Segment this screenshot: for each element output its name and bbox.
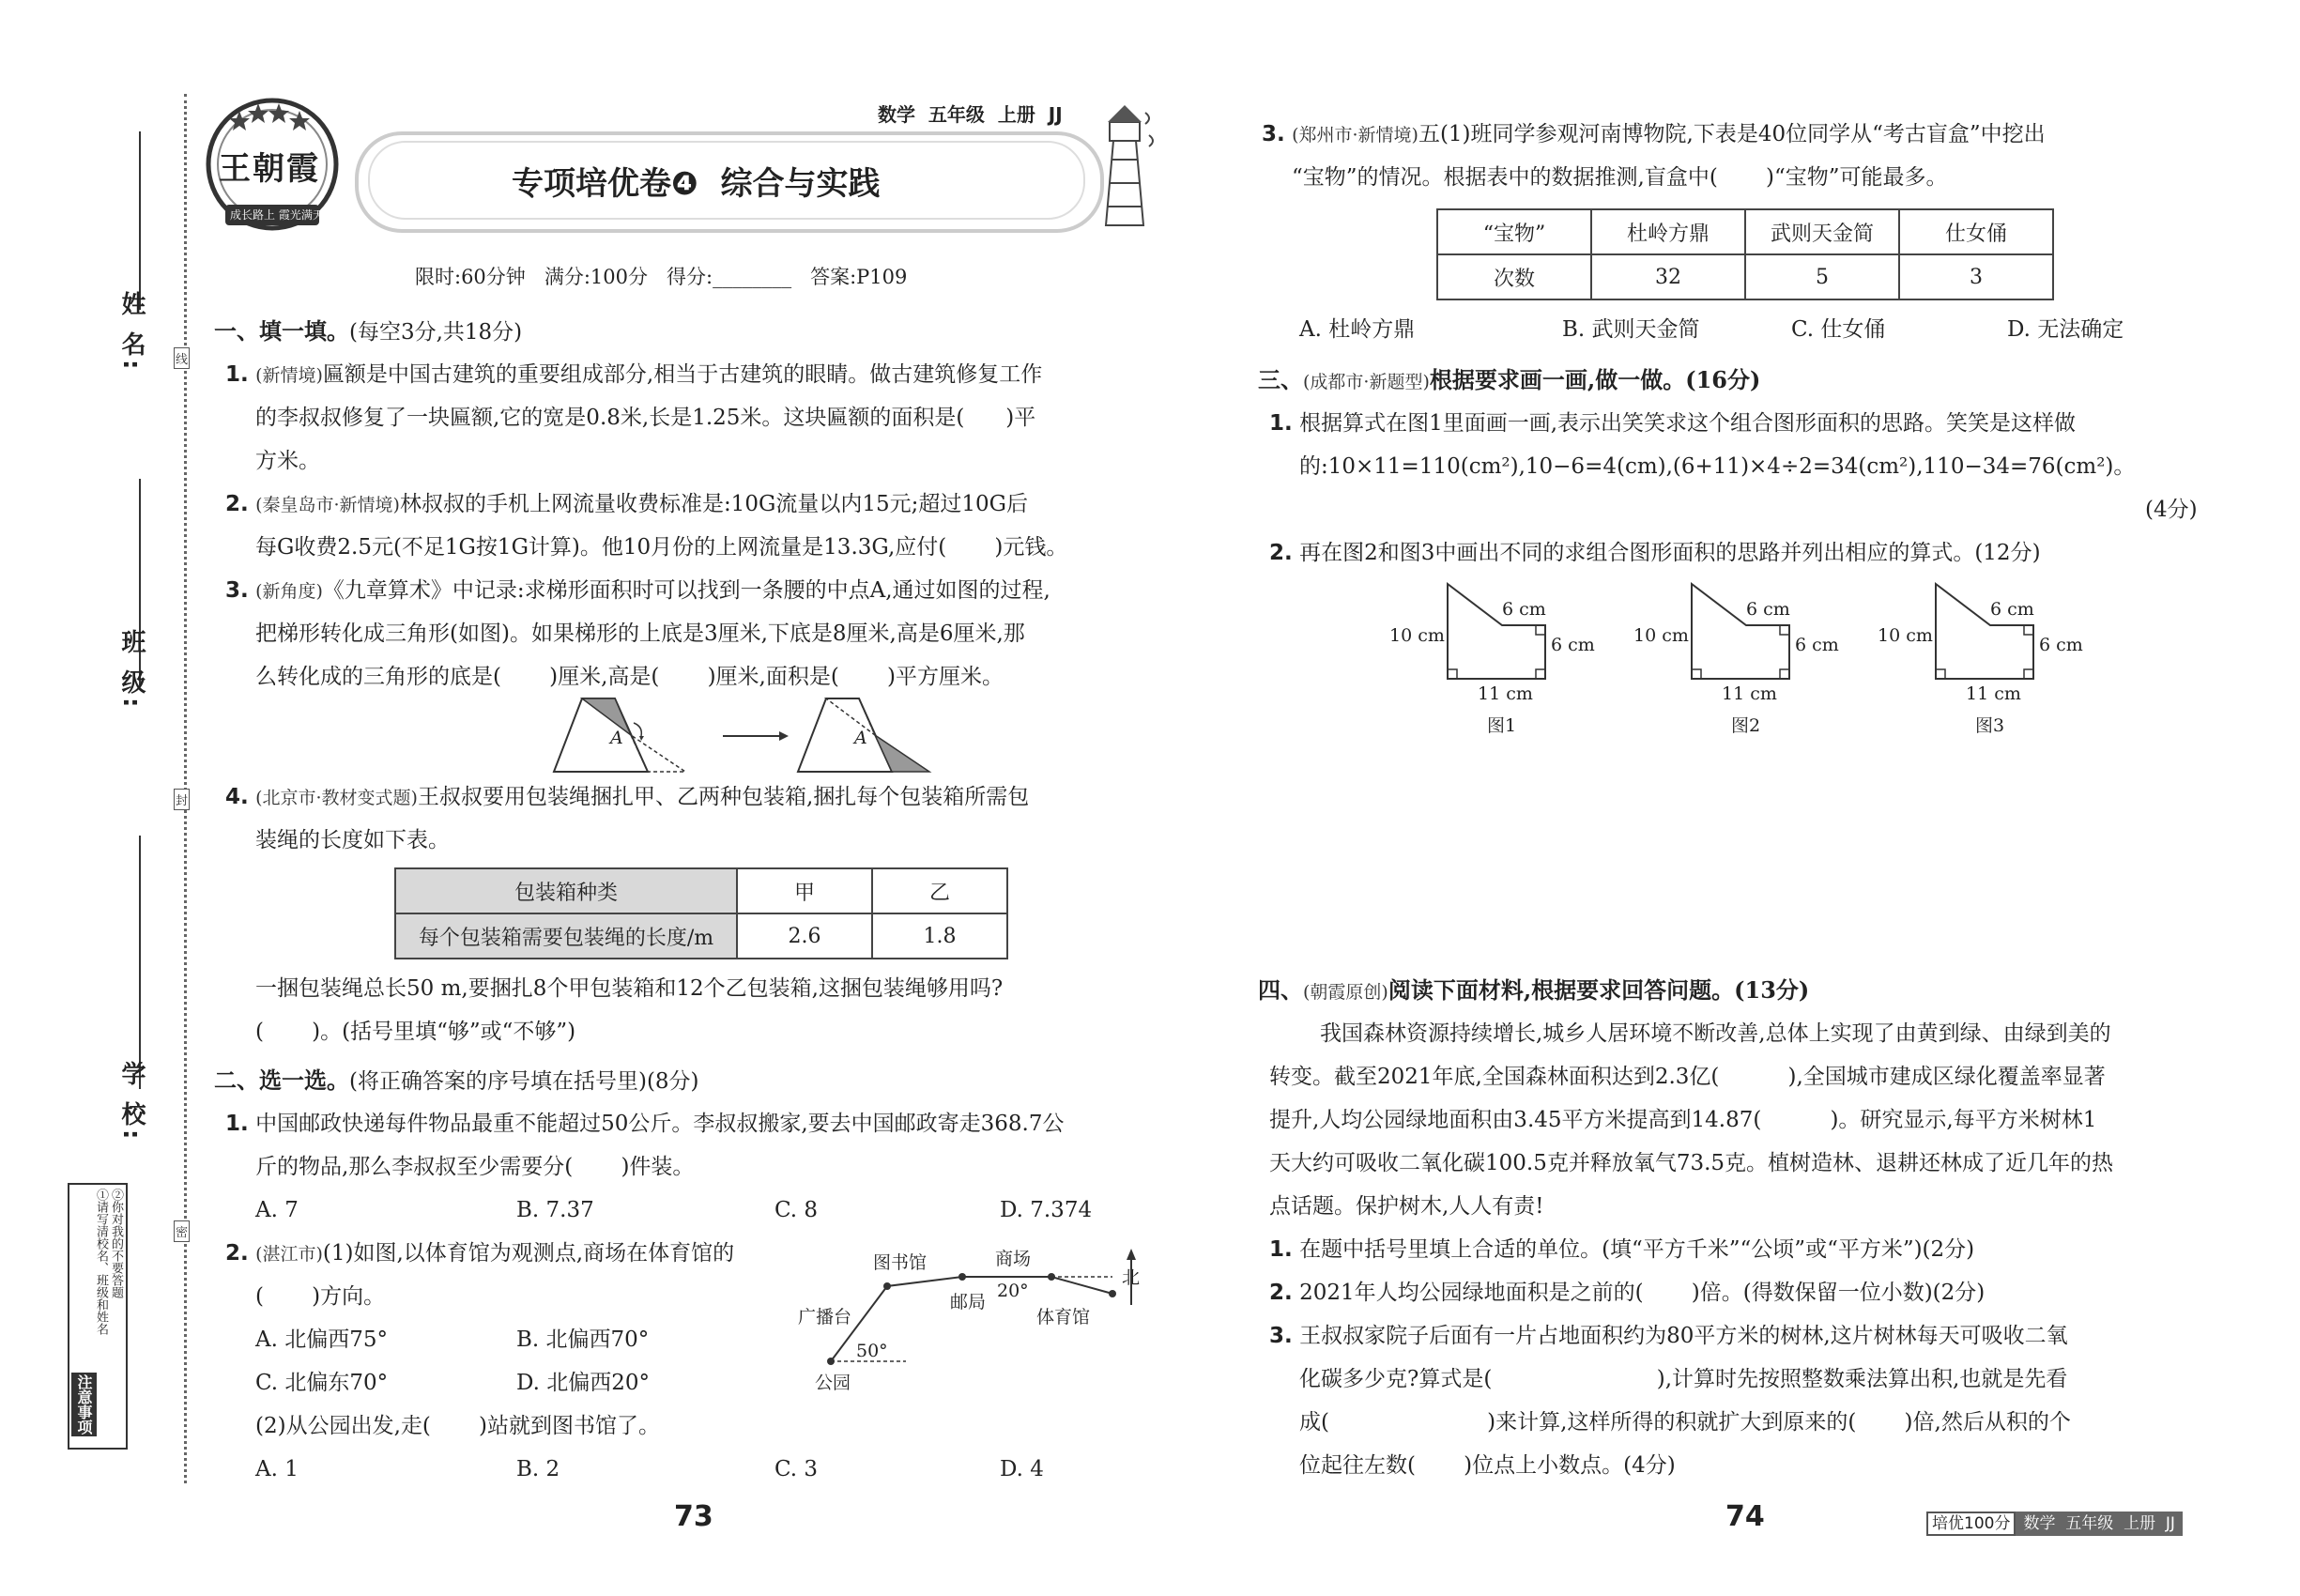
- q10-number: 1.: [1269, 1237, 1293, 1262]
- fig2-top-label: 6 cm: [1746, 599, 1790, 620]
- figure-1: [1389, 580, 1633, 744]
- q5-number: 1.: [225, 1112, 249, 1136]
- q3-line-3: 么转化成的三角形的底是( )厘米,高是( )厘米,面积是( )平方厘米。: [255, 665, 1004, 689]
- map-north-label: 北: [1122, 1267, 1141, 1288]
- map-gym-label: 体育馆: [1036, 1307, 1091, 1327]
- q5-option-a: A. 7: [255, 1198, 299, 1222]
- q8-text-1: 根据算式在图1里面画一画,表示出笑笑求这个组合图形面积的思路。笑笑是这样做: [1299, 411, 2077, 436]
- q4-line-2: 装绳的长度如下表。: [255, 828, 450, 852]
- cut-mark-1: 线: [174, 347, 190, 369]
- q4-table-row: [395, 913, 1007, 959]
- q7-table-cell: “宝物”: [1437, 209, 1591, 254]
- map-park-label: 公园: [815, 1373, 851, 1393]
- q6-line-1: [225, 1232, 734, 1276]
- section-1-heading: [214, 310, 522, 354]
- q4-line-1: [225, 775, 1029, 820]
- q7-table: [1436, 208, 2054, 300]
- q7-line-1: [1262, 113, 2046, 157]
- q7-option-d: D. 无法确定: [2007, 317, 2124, 342]
- q6-2-option-c: C. 3: [774, 1457, 819, 1481]
- q7-line-2: “宝物”的情况。根据表中的数据推测,盲盒中( )“宝物”可能最多。: [1292, 165, 1948, 190]
- q4-table-cell: 乙: [872, 868, 1007, 913]
- passage-line-3: 提升,人均公园绿地面积由3.45平方米提高到14.87( )。研究显示,每平方米树林1: [1269, 1108, 2097, 1132]
- q12-text-1: 王叔叔家院子后面有一片占地面积约为80平方米的树林,这片树林每天可吸收二氧: [1299, 1324, 2068, 1348]
- q2-tag: (秦皇岛市·新情境): [255, 495, 400, 515]
- fig3-top-label: 6 cm: [1990, 599, 2034, 620]
- q12-line-4: 位起往左数( )位点上小数点。(4分): [1299, 1453, 1676, 1478]
- cut-mark-3: 密: [174, 1220, 190, 1242]
- fig3-caption: 图3: [1975, 715, 2005, 736]
- map-post-label: 邮局: [950, 1292, 987, 1312]
- q4-table-cell: 甲: [737, 868, 872, 913]
- map-library-label: 图书馆: [873, 1252, 928, 1273]
- q7-table-cell: 32: [1591, 254, 1745, 299]
- fig2-right-label: 6 cm: [1795, 635, 1839, 655]
- q11-line: [1269, 1271, 1985, 1314]
- map-angle-50: 50°: [856, 1341, 888, 1361]
- passage-line-4: 天大约可吸收二氧化碳100.5克并释放氧气73.5克。植树造林、退耕还林成了近几年的热: [1269, 1151, 2114, 1175]
- school-underline: [139, 836, 141, 1089]
- section-4-heading: [1258, 969, 1809, 1014]
- notice-item-2: ②你对我的不要答题: [109, 1189, 123, 1298]
- name-underline: [139, 131, 141, 310]
- q7-table-cell: 3: [1899, 254, 2053, 299]
- passage-line-1: 我国森林资源持续增长,城乡人居环境不断改善,总体上实现了由黄到绿、由绿到美的: [1320, 1021, 2111, 1046]
- fig1-caption: 图1: [1487, 715, 1517, 736]
- trapezoid-figure: [544, 695, 939, 783]
- fig2-caption: 图2: [1731, 715, 1761, 736]
- passage-line-2: 转变。截至2021年底,全国森林面积达到2.3亿( ),全国城市建成区绿化覆盖率显著: [1269, 1065, 2106, 1089]
- q10-text: 在题中括号里填上合适的单位。(填“平方千米”“公顷”或“平方米”)(2分): [1299, 1237, 1975, 1262]
- fig3-left-label: 10 cm: [1878, 625, 1933, 646]
- subject-line: 数学 五年级 上册 JJ: [878, 103, 1063, 126]
- class-label: 班 级:: [117, 629, 146, 712]
- q3-line-2: 把梯形转化成三角形(如图)。如果梯形的上底是3厘米,下底是8厘米,高是6厘米,那: [255, 622, 1025, 646]
- trapezoid-label-a-2: A: [854, 728, 867, 748]
- q4-table: [394, 867, 1008, 959]
- passage-line-5: 点话题。保护树木,人人有责!: [1269, 1194, 1544, 1219]
- q7-option-c: C. 仕女俑: [1791, 317, 1886, 342]
- map-mall-label: 商场: [995, 1249, 1032, 1269]
- section-2-heading: [214, 1059, 699, 1103]
- q3-line-1: [225, 569, 1050, 613]
- logo-text: 王朝霞: [219, 150, 320, 188]
- footer-tag: [1926, 1512, 2183, 1536]
- notice-title: 注意事项: [71, 1373, 97, 1436]
- q5-line-2: 斤的物品,那么李叔叔至少需要分( )件装。: [255, 1155, 695, 1179]
- q9-number: 2.: [1269, 541, 1293, 565]
- fig2-left-label: 10 cm: [1633, 625, 1689, 646]
- q6-tag: (湛江市): [255, 1244, 323, 1265]
- q8-line-1: [1269, 402, 2076, 445]
- fig1-right-label: 6 cm: [1551, 635, 1595, 655]
- q4-table-cell: 1.8: [872, 913, 1007, 959]
- q8-number: 1.: [1269, 411, 1293, 436]
- q2-line-1: [225, 483, 1028, 527]
- q1-line-2: 的李叔叔修复了一块匾额,它的宽是0.8米,长是1.25米。这块匾额的面积是( )平: [255, 406, 1036, 430]
- q4-line-4: ( )。(括号里填“够”或“不够”): [255, 1020, 576, 1044]
- lighthouse-icon: [1087, 94, 1162, 238]
- q6-2-option-d: D. 4: [1000, 1457, 1044, 1481]
- q1-tag: (新情境): [255, 365, 323, 386]
- section-2-title: 二、选一选。: [214, 1067, 349, 1094]
- page-number-right: 74: [1725, 1500, 1765, 1533]
- q4-table-cell: 包装箱种类: [395, 868, 737, 913]
- route-map: [798, 1239, 1155, 1399]
- school-label: 学 校:: [117, 1061, 146, 1143]
- fig3-bottom-label: 11 cm: [1966, 683, 2021, 704]
- q6-2-option-b: B. 2: [516, 1457, 560, 1481]
- q6-text-1: (1)如图,以体育馆为观测点,商场在体育馆的: [322, 1241, 735, 1266]
- q6-option-d: D. 北偏西20°: [516, 1371, 651, 1395]
- q1-text-1: 匾额是中国古建筑的重要组成部分,相当于古建筑的眼睛。做古建筑修复工作: [322, 362, 1043, 387]
- q6-line-2: ( )方向。: [255, 1284, 386, 1309]
- q4-table-header-row: [395, 868, 1007, 913]
- fig1-left-label: 10 cm: [1389, 625, 1445, 646]
- q7-option-a: A. 杜岭方鼎: [1299, 317, 1416, 342]
- section-4-tag: (朝霞原创): [1303, 982, 1388, 1003]
- notice-item-1: ①请写清校名、班级和姓名: [94, 1189, 108, 1335]
- q7-table-cell: 杜岭方鼎: [1591, 209, 1745, 254]
- map-angle-20: 20°: [997, 1281, 1029, 1301]
- q7-table-cell: 武则天金简: [1745, 209, 1899, 254]
- page-title: 专项培优卷❹ 综合与实践: [512, 165, 881, 203]
- q4-table-cell: 2.6: [737, 913, 872, 959]
- q7-table-cell: 次数: [1437, 254, 1591, 299]
- q4-line-3: 一捆包装绳总长50 m,要捆扎8个甲包装箱和12个乙包装箱,这捆包装绳够用吗?: [255, 976, 1004, 1001]
- q6-option-a: A. 北偏西75°: [255, 1327, 388, 1352]
- q12-line-2: 化碳多少克?算式是( ),计算时先按照整数乘法算出积,也就是先看: [1299, 1367, 2068, 1391]
- page-number-left: 73: [674, 1500, 713, 1533]
- q2-line-2: 每G收费2.5元(不足1G按1G计算)。他10月份的上网流量是13.3G,应付( )元钱。: [255, 535, 1068, 560]
- q1-line-1: [225, 353, 1042, 397]
- q7-table-row: [1437, 254, 2053, 299]
- q11-text: 2021年人均公园绿地面积是之前的( )倍。(得数保留一位小数)(2分): [1299, 1281, 1986, 1305]
- q5-option-d: D. 7.374: [1000, 1198, 1093, 1222]
- q4-number: 4.: [225, 785, 249, 809]
- q12-line-3: 成( )来计算,这样所得的积就扩大到原来的( )倍,然后从积的个: [1299, 1410, 2071, 1435]
- fig2-bottom-label: 11 cm: [1722, 683, 1777, 704]
- figure-2: [1633, 580, 1878, 744]
- section-4-title: 四、: [1258, 976, 1303, 1004]
- cut-mark-2: 封: [174, 789, 190, 810]
- q7-number: 3.: [1262, 122, 1285, 146]
- q5-option-c: C. 8: [774, 1198, 819, 1222]
- q3-number: 3.: [225, 578, 249, 603]
- section-3-heading: [1258, 359, 1760, 404]
- name-label: 姓 名:: [117, 291, 146, 374]
- section-3-title: 三、: [1258, 366, 1303, 393]
- q7-table-cell: 5: [1745, 254, 1899, 299]
- q6-option-b: B. 北偏西70°: [516, 1327, 650, 1352]
- q1-number: 1.: [225, 362, 249, 387]
- q10-line: [1269, 1228, 1974, 1271]
- q6-option-c: C. 北偏东70°: [255, 1371, 389, 1395]
- q4-table-cell: 每个包装箱需要包装绳的长度/m: [395, 913, 737, 959]
- q4-text-1: 王叔叔要用包装绳捆扎甲、乙两种包装箱,捆扎每个包装箱所需包: [417, 785, 1030, 809]
- section-3-tag: (成都市·新题型): [1303, 372, 1430, 392]
- q7-table-header-row: [1437, 209, 2053, 254]
- meta-line: 限时:60分钟 满分:100分 得分:________ 答案:P109: [415, 266, 908, 288]
- section-4-text: 阅读下面材料,根据要求回答问题。(13分): [1388, 976, 1810, 1004]
- fig3-right-label: 6 cm: [2039, 635, 2083, 655]
- q7-option-b: B. 武则天金简: [1562, 317, 1700, 342]
- trapezoid-label-a-1: A: [610, 728, 623, 748]
- q3-text-1: 《九章算术》中记录:求梯形面积时可以找到一条腰的中点A,通过如图的过程,: [322, 578, 1050, 603]
- q5-text-1: 中国邮政快递每件物品最重不能超过50公斤。李叔叔搬家,要去中国邮政寄走368.7公: [255, 1112, 1065, 1136]
- map-station-label: 广播台: [798, 1307, 852, 1327]
- q6-2-option-a: A. 1: [255, 1457, 299, 1481]
- q12-number: 3.: [1269, 1324, 1293, 1348]
- q7-tag: (郑州市·新情境): [1292, 125, 1418, 146]
- figure-3: [1878, 580, 2122, 744]
- q2-text-1: 林叔叔的手机上网流量收费标准是:10G流量以内15元;超过10G后: [399, 492, 1028, 516]
- fig1-bottom-label: 11 cm: [1478, 683, 1533, 704]
- q7-text-1: 五(1)班同学参观河南博物院,下表是40位同学从“考古盲盒”中挖出: [1418, 122, 2046, 146]
- q2-number: 2.: [225, 492, 249, 516]
- section-2-note: (将正确答案的序号填在括号里)(8分): [349, 1069, 699, 1094]
- logo-slogan: 成长路上 霞光满天: [230, 208, 324, 222]
- q7-table-cell: 仕女俑: [1899, 209, 2053, 254]
- q11-number: 2.: [1269, 1281, 1293, 1305]
- fig1-top-label: 6 cm: [1502, 599, 1546, 620]
- footer-badge: 培优100分: [1926, 1512, 2016, 1536]
- q6-line-3: (2)从公园出发,走( )站就到图书馆了。: [255, 1414, 661, 1438]
- q6-number: 2.: [225, 1241, 249, 1266]
- q4-tag: (北京市·教材变式题): [255, 788, 418, 808]
- section-3-text: 根据要求画一画,做一做。(16分): [1429, 366, 1761, 393]
- section-1-title: 一、填一填。: [214, 317, 349, 345]
- q8-score: (4分): [2145, 498, 2198, 522]
- notice-box: [68, 1183, 128, 1450]
- section-1-note: (每空3分,共18分): [349, 320, 523, 345]
- footer-text: 数学 五年级 上册 JJ: [2016, 1512, 2182, 1536]
- q5-option-b: B. 7.37: [516, 1198, 594, 1222]
- q12-line-1: [1269, 1314, 2068, 1358]
- q8-line-2: 的:10×11=110(cm²),10−6=4(cm),(6+11)×4÷2=34(cm²),110−34=76(cm²)。: [1299, 454, 2136, 479]
- q5-line-1: [225, 1102, 1064, 1145]
- q3-tag: (新角度): [255, 581, 323, 602]
- q9-line-1: [1269, 531, 2041, 575]
- q9-text-1: 再在图2和图3中画出不同的求组合图形面积的思路并列出相应的算式。(12分): [1299, 541, 2041, 565]
- brand-logo: [202, 94, 343, 235]
- q1-line-3: 方米。: [255, 449, 320, 473]
- binding-sidebar: [56, 84, 188, 1512]
